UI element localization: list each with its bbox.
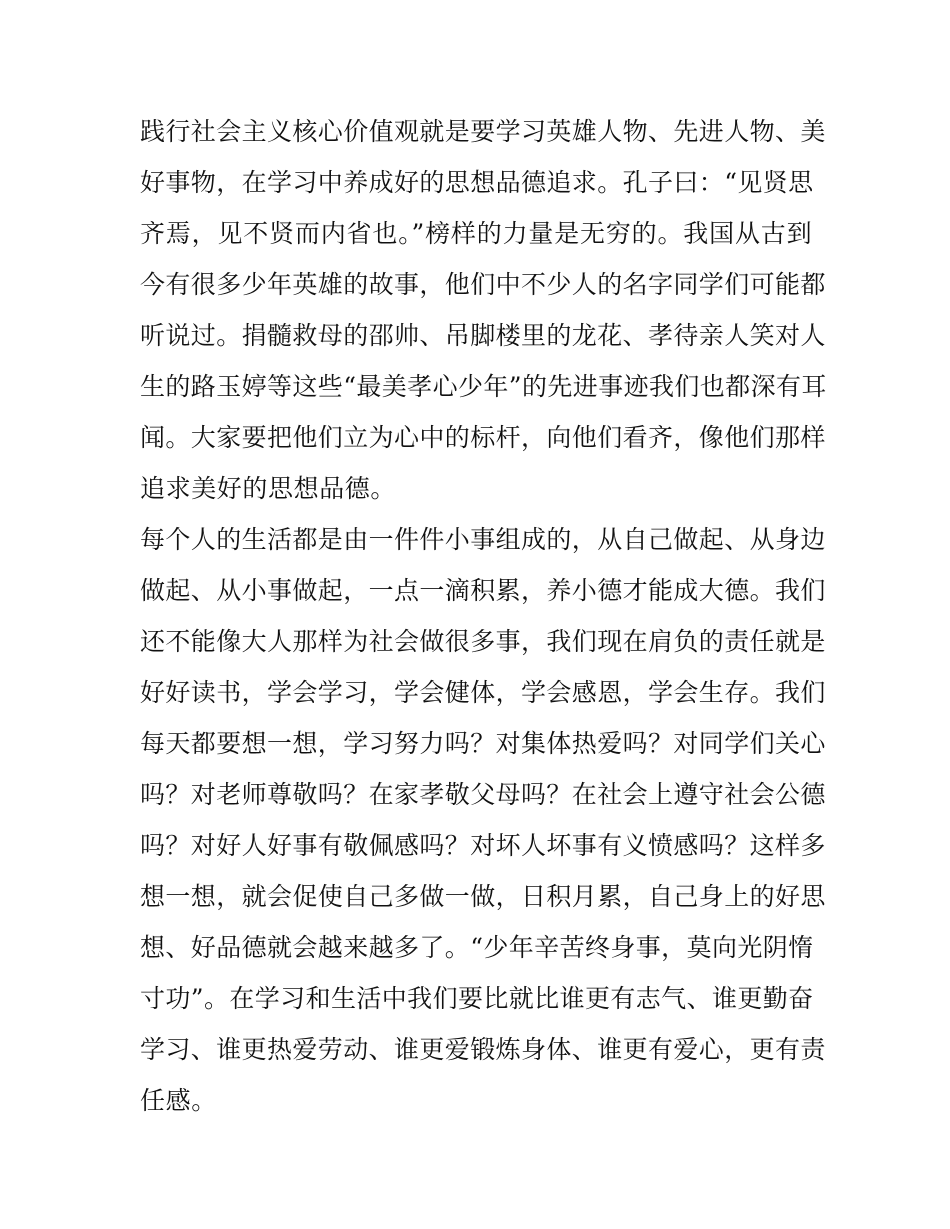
text-line: 好事物，在学习中养成好的思想品德追求。孔子曰：“见贤思 bbox=[140, 168, 814, 197]
text-line: 生的路玉婷等这些“最美孝心少年”的先进事迹我们也都深有耳 bbox=[140, 372, 827, 401]
text-line: 做起、从小事做起，一点一滴积累，养小德才能成大德。我们 bbox=[140, 576, 826, 605]
text-line: 吗？对好人好事有敬佩感吗？对坏人坏事有义愤感吗？这样多 bbox=[140, 831, 826, 860]
text-line: 今有很多少年英雄的故事，他们中不少人的名字同学们可能都 bbox=[140, 270, 826, 299]
text-line: 好好读书，学会学习，学会健体，学会感恩，学会生存。我们 bbox=[140, 678, 826, 707]
text-line: 学习、谁更热爱劳动、谁更爱锻炼身体、谁更有爱心，更有责 bbox=[140, 1035, 826, 1064]
document-body bbox=[140, 106, 827, 1126]
text-line: 践行社会主义核心价值观就是要学习英雄人物、先进人物、美 bbox=[140, 117, 826, 146]
paragraph-2 bbox=[140, 514, 826, 1126]
text-line: 任感。 bbox=[140, 1086, 217, 1115]
text-line: 闻。大家要把他们立为心中的标杆，向他们看齐，像他们那样 bbox=[140, 423, 826, 452]
text-line: 追求美好的思想品德。 bbox=[140, 474, 397, 503]
text-line: 每个人的生活都是由一件件小事组成的，从自己做起、从身边 bbox=[140, 525, 826, 554]
text-line: 寸功”。在学习和生活中我们要比就比谁更有志气、谁更勤奋 bbox=[140, 984, 814, 1013]
text-line: 每天都要想一想，学习努力吗？对集体热爱吗？对同学们关心 bbox=[140, 729, 826, 758]
text-line: 还不能像大人那样为社会做很多事，我们现在肩负的责任就是 bbox=[140, 627, 826, 656]
text-line: 想一想，就会促使自己多做一做，日积月累，自己身上的好思 bbox=[140, 882, 826, 911]
text-line: 听说过。捐髓救母的邵帅、吊脚楼里的龙花、孝待亲人笑对人 bbox=[140, 321, 826, 350]
text-line: 想、好品德就会越来越多了。“少年辛苦终身事，莫向光阴惰 bbox=[140, 933, 814, 962]
text-line: 齐焉，见不贤而内省也。”榜样的力量是无穷的。我国从古到 bbox=[140, 219, 812, 248]
paragraph-1 bbox=[140, 106, 827, 514]
text-line: 吗？对老师尊敬吗？在家孝敬父母吗？在社会上遵守社会公德 bbox=[140, 780, 826, 809]
